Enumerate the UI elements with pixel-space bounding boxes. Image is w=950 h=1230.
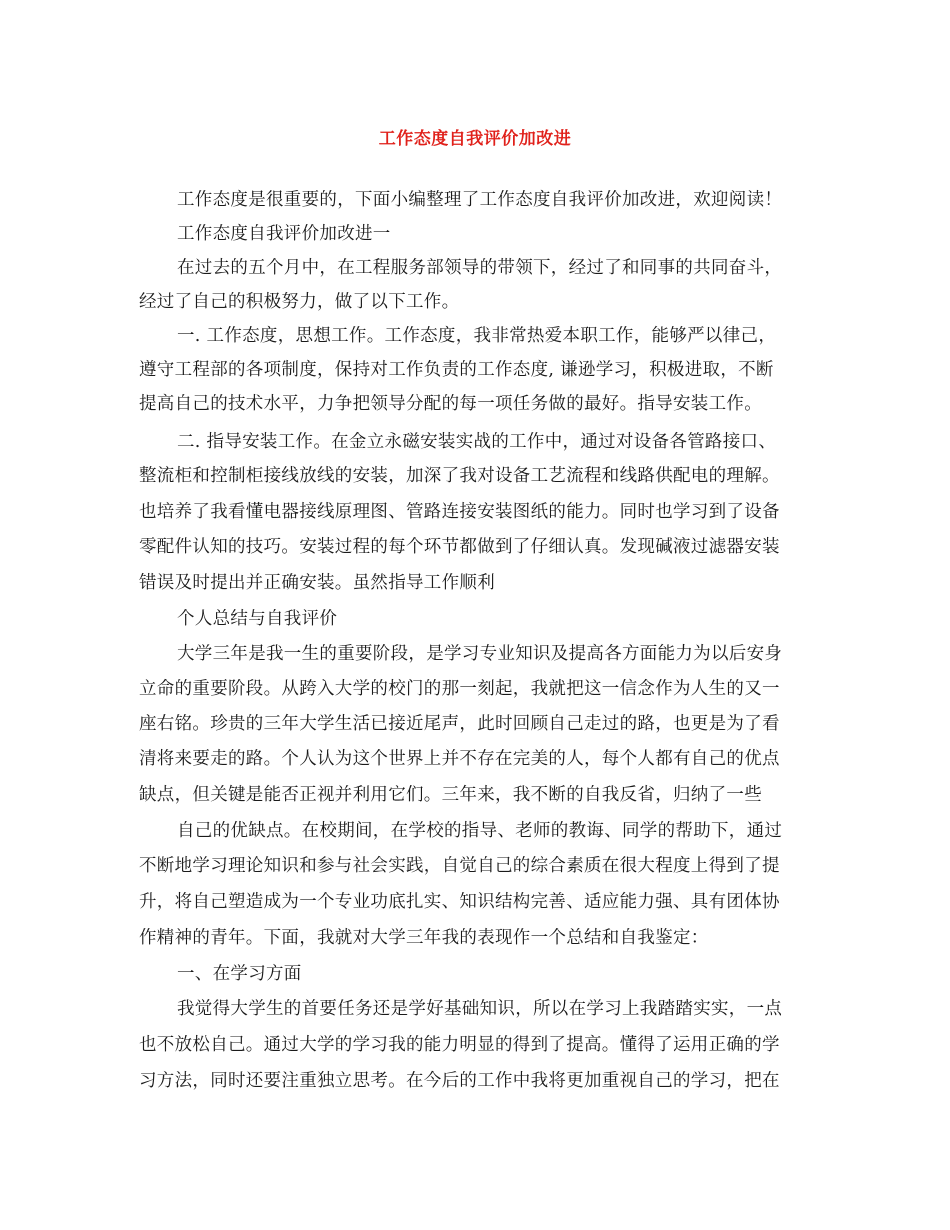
body-line: 也不放松自己。通过大学的学习我的能力明显的得到了提高。懂得了运用正确的学 xyxy=(139,1035,780,1055)
body-line: 立命的重要阶段。从跨入大学的校门的那一刻起，我就把这一信念作为人生的又一 xyxy=(139,679,780,699)
body-line: 一. 工作态度，思想工作。工作态度，我非常热爱本职工作，能够严以律己， xyxy=(177,326,777,346)
body-line: 错误及时提出并正确安装。虽然指导工作顺利 xyxy=(139,573,495,593)
body-line: 零配件认知的技巧。安装过程的每个环节都做到了仔细认真。发现碱液过滤器安装 xyxy=(139,537,780,557)
body-line: 我觉得大学生的首要任务还是学好基础知识，所以在学习上我踏踏实实，一点 xyxy=(177,999,783,1019)
body-line: 不断地学习理论知识和参与社会实践，自觉自己的综合素质在很大程度上得到了提 xyxy=(139,856,780,876)
body-line: 也培养了我看懂电器接线原理图、管路连接安装图纸的能力。同时也学习到了设备 xyxy=(139,502,780,522)
body-line: 座右铭。珍贵的三年大学生活已接近尾声，此时回顾自己走过的路，也更是为了看 xyxy=(139,714,780,734)
body-line: 大学三年是我一生的重要阶段，是学习专业知识及提高各方面能力为以后安身 xyxy=(177,644,783,664)
body-line: 习方法，同时还要注重独立思考。在今后的工作中我将更加重视自己的学习，把在 xyxy=(139,1071,780,1091)
body-line: 作精神的青年。下面，我就对大学三年我的表现作一个总结和自我鉴定： xyxy=(139,928,709,948)
document-title: 工作态度自我评价加改进 xyxy=(378,129,572,149)
body-line: 升，将自己塑造成为一个专业功底扎实、知识结构完善、适应能力强、具有团体协 xyxy=(139,892,780,912)
body-line: 提高自己的技术水平，力争把领导分配的每一项任务做的最好。指导安装工作。 xyxy=(139,394,762,414)
body-line: 经过了自己的积极努力，做了以下工作。 xyxy=(139,292,460,312)
body-line: 缺点，但关键是能否正视并利用它们。三年来，我不断的自我反省，归纳了一些 xyxy=(139,785,762,805)
body-line: 遵守工程部的各项制度，保持对工作负责的工作态度, 谦逊学习，积极进取，不断 xyxy=(139,360,774,380)
body-line: 清将来要走的路。个人认为这个世界上并不存在完美的人，每个人都有自己的优点 xyxy=(139,749,780,769)
body-line: 二. 指导安装工作。在金立永磁安装实战的工作中，通过对设备各管路接口、 xyxy=(177,432,777,452)
body-line: 自己的优缺点。在校期间，在学校的指导、老师的教诲、同学的帮助下，通过 xyxy=(177,821,783,841)
body-line: 工作态度是很重要的，下面小编整理了工作态度自我评价加改进，欢迎阅读！ xyxy=(177,190,783,210)
body-line: 个人总结与自我评价 xyxy=(177,609,338,629)
body-line: 一、在学习方面 xyxy=(177,964,302,984)
body-line: 整流柜和控制柜接线放线的安装，加深了我对设备工艺流程和线路供配电的理解。 xyxy=(139,466,780,486)
body-line: 工作态度自我评价加改进一 xyxy=(177,224,391,244)
body-line: 在过去的五个月中，在工程服务部领导的带领下，经过了和同事的共同奋斗， xyxy=(177,258,783,278)
